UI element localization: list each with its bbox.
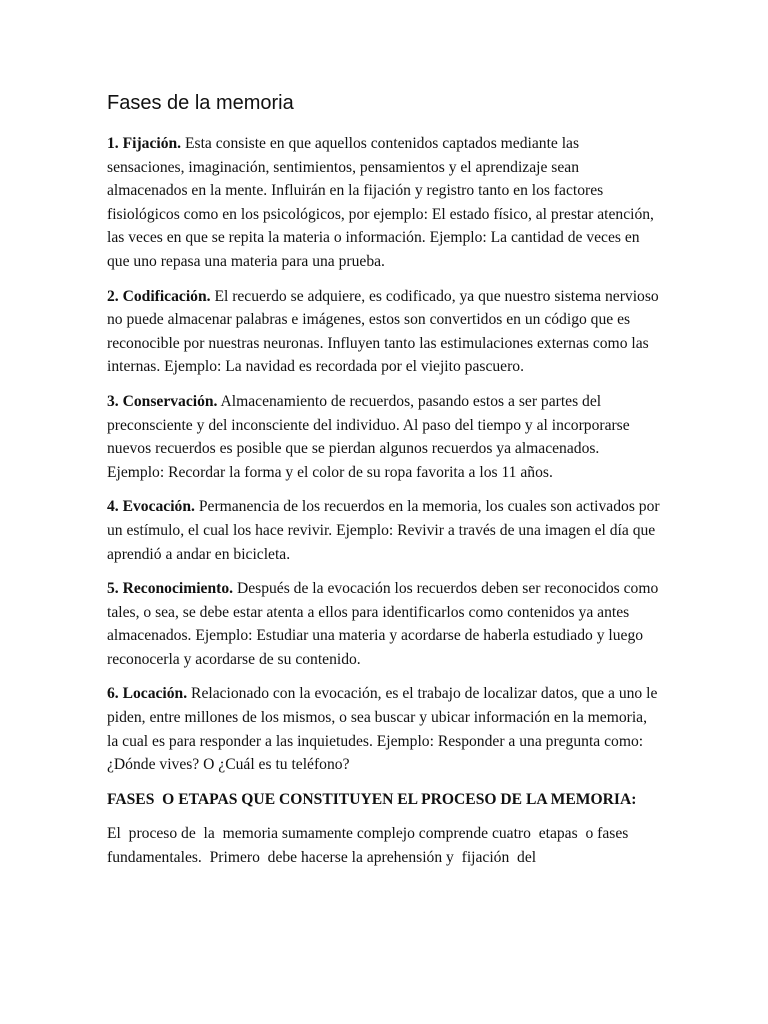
document-page — [107, 88, 660, 881]
phase-heading: 3. Conservación. — [107, 392, 218, 410]
phase-fijacion — [107, 132, 660, 274]
phase-heading: 1. Fijación. — [107, 135, 182, 152]
phase-heading: 2. Codificación. — [107, 287, 211, 305]
phase-heading: 4. Evocación. — [107, 498, 195, 516]
phase-text: El recuerdo se adquiere, es codificado, ya que nuestro sistema nervioso no puede almacenar palabras e imágenes, estos son convertidos en un código que es reconocible por nuestras neuronas. Influyen tanto las estimulaciones externas como las internas. Ejemplo: La navidad es recordada por el viejito pascuero. — [107, 287, 659, 376]
document-title: Fases de la memoria — [107, 92, 294, 114]
phase-text: Después de la evocación los recuerdos deben ser reconocidos como tales, o sea, se debe estar atenta a ellos para identificarlos como contenidos ya antes almacenados. Ejemplo: Estudiar una materia y acordarse de haberla estudiado y luego reconocerla y acordarse de su contenido. — [107, 580, 659, 668]
phase-codificacion — [107, 285, 660, 379]
phase-text: Permanencia de los recuerdos en la memoria, los cuales son activados por un estímulo, el cual los hace revivir. Ejemplo: Revivir a través de una imagen el día que aprendió a andar en bicicleta. — [107, 498, 660, 563]
phase-locacion — [107, 682, 660, 776]
section-heading: FASES O ETAPAS QUE CONSTITUYEN EL PROCESO DE LA MEMORIA: — [107, 790, 637, 808]
phase-heading: 6. Locación. — [107, 685, 188, 703]
phase-text: Relacionado con la evocación, es el trabajo de localizar datos, que a uno le piden, entre millones de los mismos, o sea buscar y ubicar información en la memoria, la cual es para responder a las inquietudes. Ejemplo: Responder a una pregunta como: ¿Dónde vives? O ¿Cuál es tu teléfono? — [107, 685, 658, 774]
closing-paragraph: El proceso de la memoria sumamente complejo comprende cuatro etapas o fases fundamentales. Primero debe hacerse la aprehensión y fijación del — [107, 825, 633, 867]
phase-text: Esta consiste en que aquellos contenidos captados mediante las sensaciones, imaginación, sentimientos, pensamientos y el aprendizaje sean almacenados en la mente. Influirán en la fijación y registro tanto en los factores fisiológicos como en los psicológicos, por ejemplo: El estado físico, al prestar atención, las veces en que se repita la materia o información. Ejemplo: La cantidad de veces en que uno repasa una materia para una prueba. — [107, 135, 654, 270]
phase-heading: 5. Reconocimiento. — [107, 580, 234, 598]
phase-evocacion — [107, 495, 660, 566]
phase-reconocimiento — [107, 577, 660, 671]
phase-text: Almacenamiento de recuerdos, pasando estos a ser partes del preconsciente y del inconsciente del individuo. Al paso del tiempo y al incorporarse nuevos recuerdos es posible que se pierdan algunos recuerdos ya almacenados. Ejemplo: Recordar la forma y el color de su ropa favorita a los 11 años. — [107, 392, 630, 481]
phase-conservacion — [107, 390, 660, 484]
